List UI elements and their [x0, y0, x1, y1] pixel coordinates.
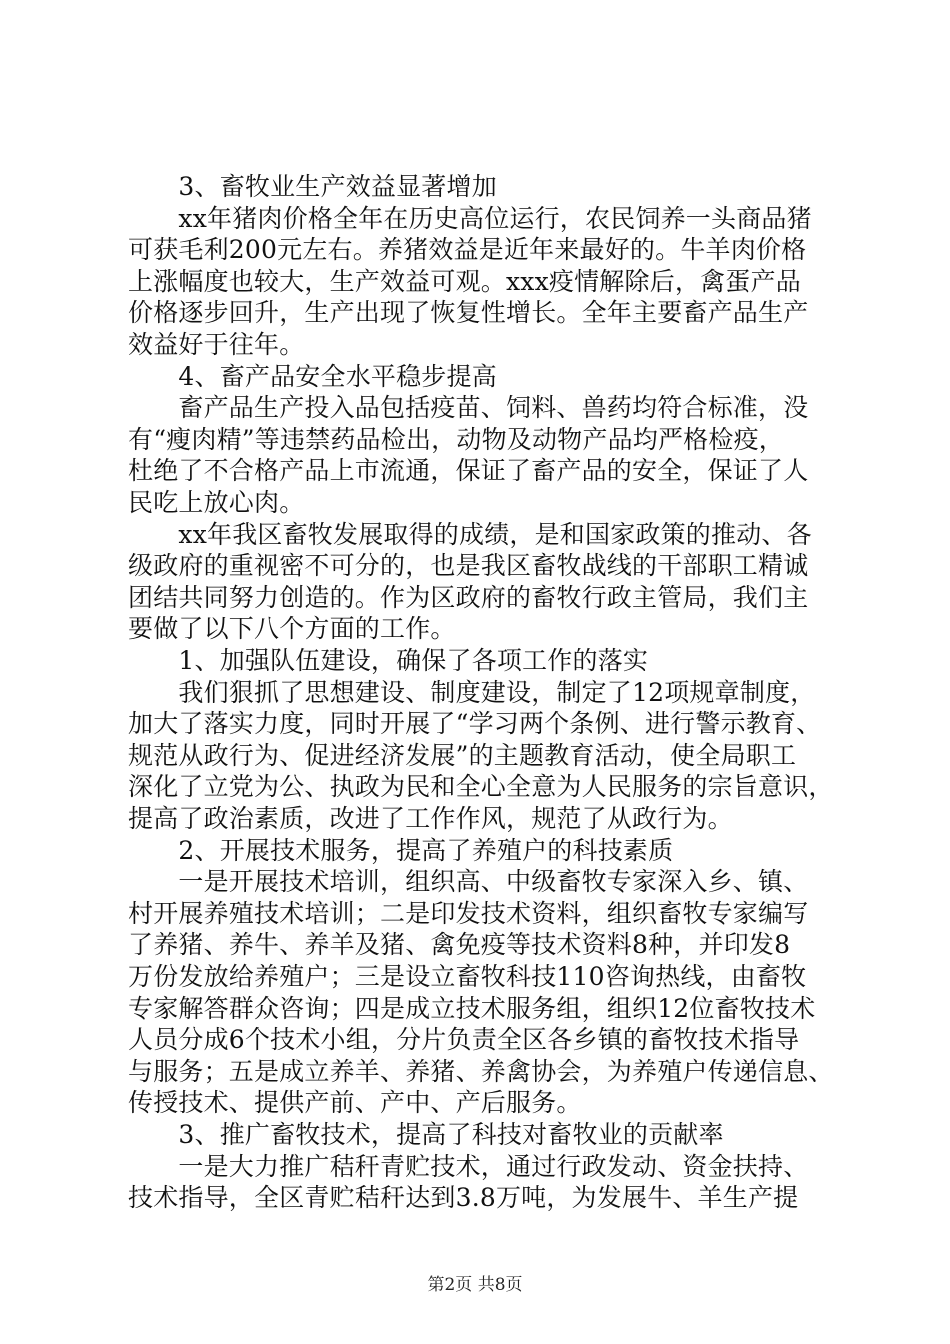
text-line: 级政府的重视密不可分的，也是我区畜牧战线的干部职工精诚 [128, 551, 809, 581]
text-line: 4、畜产品安全水平稳步提高 [128, 361, 497, 391]
text-line: 3、推广畜牧技术，提高了科技对畜牧业的贡献率 [128, 1120, 724, 1149]
text-line: 村开展养殖技术培训；二是印发技术资料，组织畜牧专家编写 [128, 898, 809, 928]
text-line: 一是大力推广秸秆青贮技术，通过行政发动、资金扶持、 [128, 1151, 809, 1181]
text-line: 与服务；五是成立养羊、养猪、养禽协会，为养殖户传递信息、 [128, 1056, 834, 1086]
text-line: 效益好于往年。 [128, 330, 305, 359]
text-line: 万份发放给养殖户；三是设立畜牧科技110咨询热线，由畜牧 [128, 962, 807, 991]
text-line: 杜绝了不合格产品上市流通，保证了畜产品的安全，保证了人 [128, 456, 809, 486]
text-line: 1、加强队伍建设，确保了各项工作的落实 [128, 646, 649, 675]
text-line: 上涨幅度也较大，生产效益可观。xxx疫情解除后，禽蛋产品 [128, 266, 801, 296]
text-line: 我们狠抓了思想建设、制度建设，制定了12项规章制度， [128, 677, 816, 707]
text-line: 2、开展技术服务，提高了养殖户的科技素质 [128, 835, 674, 865]
text-line: 3、畜牧业生产效益显著增加 [128, 172, 497, 201]
text-line: 民吃上放心肉。 [128, 488, 305, 517]
text-line: 加大了落实力度，同时开展了“学习两个条例、进行警示教育、 [128, 709, 822, 739]
text-line: 团结共同努力创造的。作为区政府的畜牧行政主管局，我们主 [128, 582, 809, 612]
text-line: 深化了立党为公、执政为民和全心全意为人民服务的宗旨意识， [128, 772, 834, 802]
page-footer: 第2页 共8页 [427, 1275, 523, 1295]
text-line: xx年猪肉价格全年在历史高位运行，农民饲养一头商品猪 [128, 203, 812, 233]
text-line: 规范从政行为、促进经济发展”的主题教育活动，使全局职工 [128, 740, 797, 770]
text-line: 要做了以下八个方面的工作。 [128, 614, 456, 644]
text-line: 传授技术、提供产前、产中、产后服务。 [128, 1088, 582, 1118]
text-line: 畜产品生产投入品包括疫苗、饲料、兽药均符合标准，没 [128, 393, 809, 423]
text-line: 一是开展技术培训，组织高、中级畜牧专家深入乡、镇、 [128, 867, 809, 897]
text-line: 人员分成6个技术小组，分片负责全区各乡镇的畜牧技术指导 [128, 1025, 800, 1055]
text-line: 了养猪、养牛、养羊及猪、禽免疫等技术资料8种，并印发8 [128, 930, 791, 960]
text-line: 价格逐步回升，生产出现了恢复性增长。全年主要畜产品生产 [128, 298, 809, 328]
text-line: 可获毛利200元左右。养猪效益是近年来最好的。牛羊肉价格 [128, 235, 807, 265]
text-line: 提高了政治素质，改进了工作作风，规范了从政行为。 [128, 804, 733, 833]
text-line: 有“瘦肉精”等违禁药品检出，动物及动物产品均严格检疫， [128, 424, 784, 454]
text-line: 技术指导，全区青贮秸秆达到3.8万吨，为发展牛、羊生产提 [128, 1183, 799, 1213]
text-line: 专家解答群众咨询；四是成立技术服务组，组织12位畜牧技术 [128, 993, 816, 1023]
text-line: xx年我区畜牧发展取得的成绩，是和国家政策的推动、各 [128, 519, 812, 549]
